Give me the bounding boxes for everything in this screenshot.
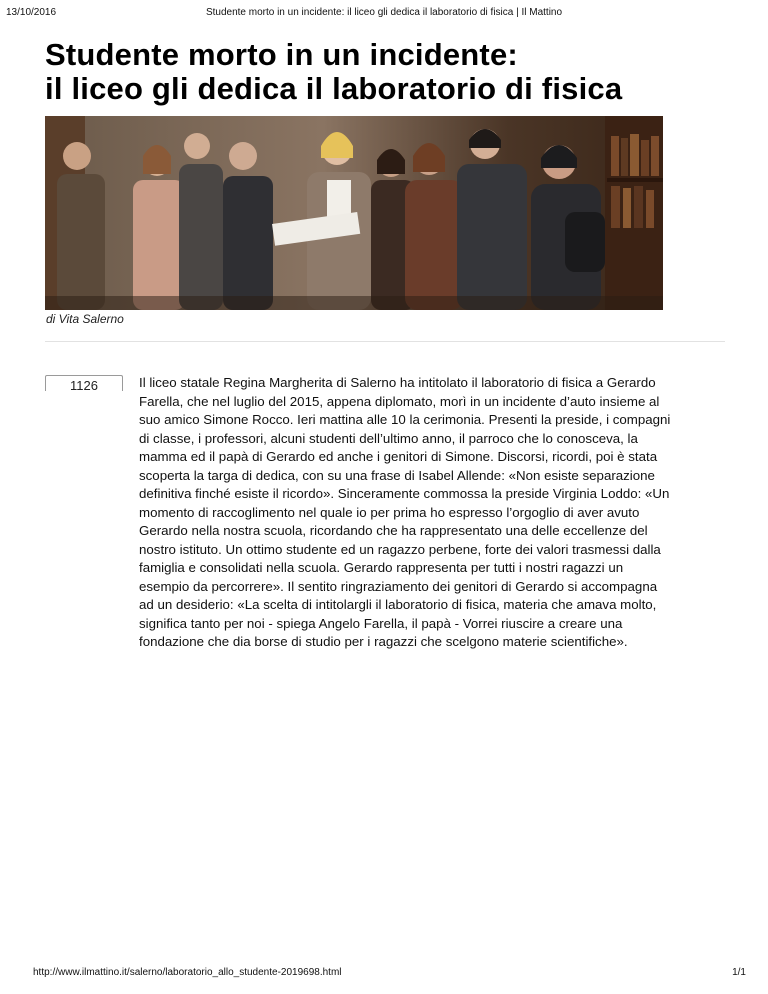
- print-url: http://www.ilmattino.it/salerno/laboratorio_allo_studente-2019698.html: [33, 967, 342, 978]
- article-photo: [45, 116, 663, 310]
- share-count-badge[interactable]: 1126: [45, 375, 123, 391]
- headline-line-1: Studente morto in un incidente:: [45, 37, 518, 72]
- divider: [45, 341, 725, 342]
- article-headline: [45, 38, 725, 106]
- print-header: [0, 6, 768, 20]
- print-page-title: Studente morto in un incidente: il liceo gli dedica il laboratorio di fisica | Il Mattino: [205, 7, 563, 18]
- print-footer: [0, 966, 768, 980]
- article-body: Il liceo statale Regina Margherita di Salerno ha intitolato il laboratorio di fisica a Gerardo Farella, che nel luglio del 2015, appena diplomato, morì in un incidente d’auto insieme al suo amico Simone Rocco. Ieri mattina alle 10 la cerimonia. Presenti la preside, i compagni di classe, i professori, alcuni studenti dell’ultimo anno, il parroco che lo conosceva, la mamma ed il papà di Gerardo ed anche i genitori di Simone. Discorsi, ricordi, poi è stata scoperta la targa di dedica, con su una frase di Isabel Allende: «Non esiste separazione definitiva finché esiste il ricordo». Sinceramente commossa la preside Virginia Loddo: «Un momento di raccoglimento nel quale io per prima ho espresso l’orgoglio di aver avuto Gerardo nella nostra scuola, ricordando che ha rappresentato una delle eccellenze del nostro istituto. Un ottimo studente ed un ragazzo perbene, forte dei valori trasmessi dalla famiglia e consolidati nella scuola. Gerardo rappresenta per tutti i nostri ragazzi un esempio da percorrere». Il sentito ringraziamento dei genitori di Gerardo si accompagna ad un desiderio: «La scelta di intitolargli il laboratorio di fisica, materia che amava molto, significa tanto per noi - spiega Angelo Farella, il papà - Vorrei riuscire a creare una fondazione che dia borse di studio per i ragazzi che scelgono materie scientifiche».: [139, 375, 671, 649]
- print-date: 13/10/2016: [6, 7, 57, 18]
- print-page-number: 1/1: [732, 967, 746, 978]
- headline-line-2: il liceo gli dedica il laboratorio di fisica: [45, 71, 623, 106]
- byline: di Vita Salerno: [46, 312, 124, 326]
